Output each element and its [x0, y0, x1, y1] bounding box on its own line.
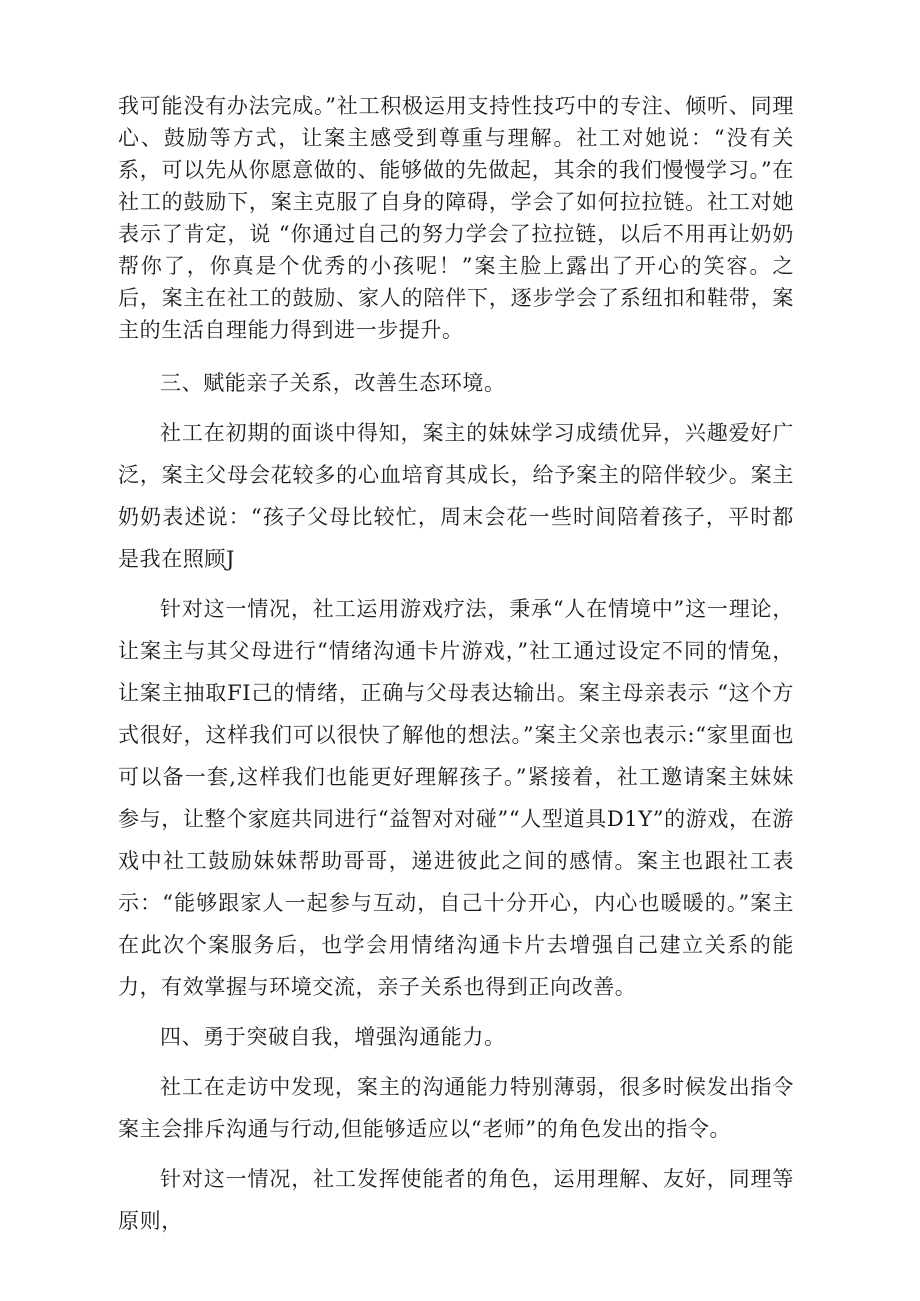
section-heading-three: 三、赋能亲子关系，改善生态环境。: [160, 371, 506, 395]
document-body: [118, 90, 794, 1250]
paragraph: 针对这一情况，社工发挥使能者的角色，运用理解、友好，同理等原则，: [118, 1167, 794, 1233]
paragraph: 社工在初期的面谈中得知，案主的妹妹学习成绩优异，兴趣爱好广泛，案主父母会花较多的心血培育其成长，给予案主的陪伴较少。案主奶奶表述说：“孩子父母比较忙，周末会花一些时间陪着孩子，平时都是我在照顾J: [118, 421, 794, 571]
paragraph: 社工在走访中发现，案主的沟通能力特别薄弱，很多时候发出指令案主会排斥沟通与行动,但能够适应以“老师”的角色发出的指令。: [118, 1075, 794, 1141]
paragraph-continuation: 我可能没有办法完成。”社工积极运用支持性技巧中的专注、倾听、同理心、鼓励等方式，让案主感受到尊重与理解。社工对她说：“没有关系，可以先从你愿意做的、能够做的先做起，其余的我们慢慢学习。”在社工的鼓励下，案主克服了自身的障碍，学会了如何拉拉链。社工对她表示了肯定，说 “你通过自己的努力学会了拉拉链，以后不用再让奶奶帮你了，你真是个优秀的小孩呢！”案主脸上露出了开心的笑容。之后，案主在社工的鼓励、家人的陪伴下，逐步学会了系纽扣和鞋带，案主的生活自理能力得到进一步提升。: [118, 94, 794, 342]
section-heading-four: 四、勇于突破自我，增强沟通能力。: [160, 1025, 506, 1049]
paragraph: 针对这一情况，社工运用游戏疗法，秉承“人在情境中”这一理论，让案主与其父母进行“情绪沟通卡片游戏，”社工通过设定不同的情兔，让案主抽取FI己的情绪，正确与父母表达输出。案主母亲表示 “这个方式很好，这样我们可以很快了解他的想法。”案主父亲也表示:“家里面也可以备一套,这样我们也能更好理解孩子。”紧接着，社工邀请案主妹妹参与，让整个家庭共同进行“益智对对碰”“人型道具D1Y”的游戏，在游戏中社工鼓励妹妹帮助哥哥，递进彼此之间的感情。案主也跟社工表示：“能够跟家人一起参与互动，自己十分开心，内心也暖暖的。”案主在此次个案服务后，也学会用情绪沟通卡片去增强自己建立关系的能力，有效掌握与环境交流，亲子关系也得到正向改善。: [118, 597, 794, 999]
